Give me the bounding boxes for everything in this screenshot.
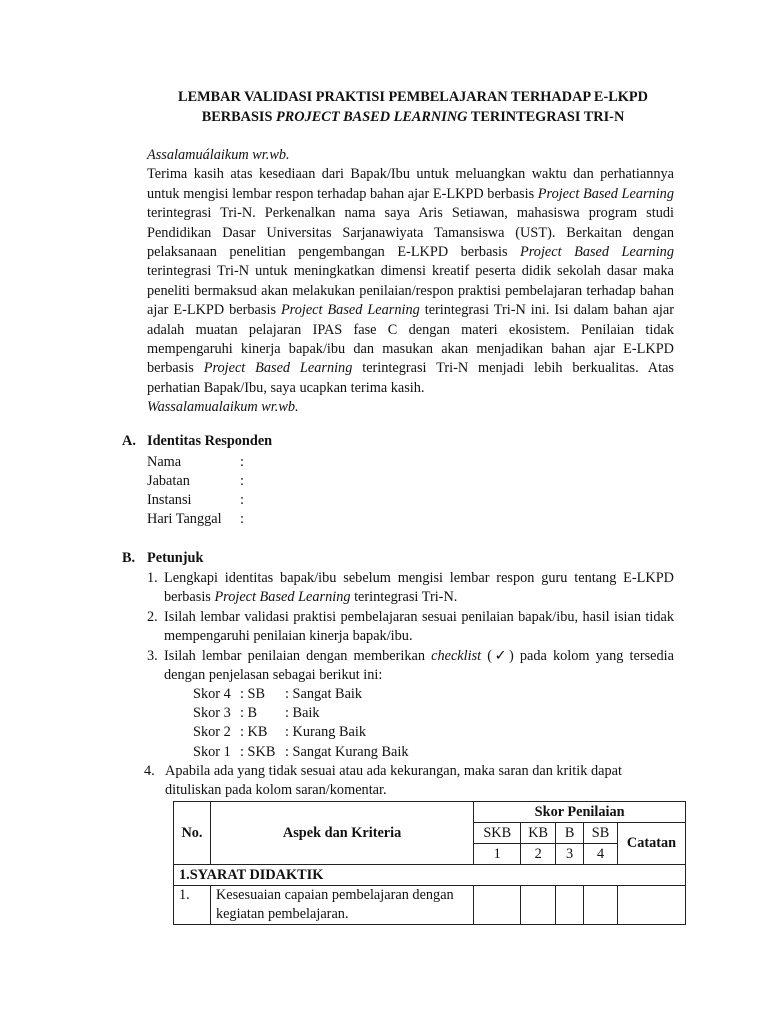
table-row xyxy=(174,886,686,925)
intro-text-5: terintegrasi Tri-N menjadi lebih berkualitas. Atas perhatian Bapak/Ibu, saya ucapkan terima kasih. xyxy=(147,360,674,396)
score-desc: : Sangat Kurang Baik xyxy=(285,744,409,760)
intro-paragraph xyxy=(147,146,674,418)
instruction-1-italic: Project Based Learning xyxy=(214,589,351,606)
section-b-title: Petunjuk xyxy=(147,550,204,566)
intro-text-2: terintegrasi Tri-N. Perkenalkan nama saya Aris Setiawan, mahasiswa program studi Pendidikan Dasar Universitas Sarjanawiyata Tamansiswa (UST). Berkaitan dengan pelaksanaan penelitian pengembangan E-LKPD berbasis xyxy=(147,205,674,261)
page-title xyxy=(130,88,696,127)
score-code: : SKB xyxy=(240,744,276,760)
instruction-1-num: 1. xyxy=(147,570,158,586)
instruction-3-text-a: Isilah lembar penilaian dengan memberikan xyxy=(164,647,432,664)
score-desc: : Kurang Baik xyxy=(285,724,366,740)
score-desc: : Sangat Baik xyxy=(285,686,363,702)
score-cell-kb[interactable] xyxy=(521,886,556,925)
section-a-title: Identitas Responden xyxy=(147,433,273,449)
instruction-4-num: 4. xyxy=(144,763,155,779)
title-italic: PROJECT BASED LEARNING xyxy=(276,108,468,125)
instruction-3-text-b: (✓) pada kolom yang tersedia dengan penjelasan sebagai berikut ini: xyxy=(164,647,674,684)
field-nama-colon: : xyxy=(240,454,244,470)
title-pre: BERBASIS xyxy=(201,108,277,125)
header-code-skb: SKB xyxy=(474,823,521,844)
score-code: : SB xyxy=(240,686,266,702)
catatan-cell[interactable] xyxy=(618,886,686,925)
field-tanggal-colon: : xyxy=(240,511,244,527)
header-catatan: Catatan xyxy=(618,823,686,865)
instruction-3-num: 3. xyxy=(147,647,158,664)
header-skor-penilaian: Skor Penilaian xyxy=(474,802,686,823)
header-num-4: 4 xyxy=(584,844,618,865)
title-line-2 xyxy=(130,108,696,128)
instruction-list xyxy=(147,569,674,685)
score-row-1 xyxy=(193,743,409,762)
instruction-3-italic: checklist xyxy=(431,647,482,664)
score-desc: : Baik xyxy=(285,705,320,721)
instruction-2 xyxy=(147,608,674,647)
title-post: TERINTEGRASI TRI-N xyxy=(467,108,625,125)
instruction-4 xyxy=(144,762,674,801)
header-code-sb: SB xyxy=(584,823,618,844)
header-no: No. xyxy=(174,802,211,865)
table-header-row-1 xyxy=(174,802,686,823)
row-1-no: 1. xyxy=(174,886,211,925)
score-row-2 xyxy=(193,723,366,742)
score-cell-sb[interactable] xyxy=(584,886,618,925)
score-cell-b[interactable] xyxy=(556,886,584,925)
instruction-4-text: Apabila ada yang tidak sesuai atau ada kekurangan, maka saran dan kritik dapat dituliskan pada kolom saran/komentar. xyxy=(165,763,622,799)
pbl-term-1: Project Based Learning xyxy=(537,185,674,202)
instruction-1 xyxy=(147,569,674,608)
pbl-term-4: Project Based Learning xyxy=(203,360,353,377)
instruction-2-num: 2. xyxy=(147,608,158,625)
score-label: Skor 2 xyxy=(193,724,231,740)
field-nama-label: Nama xyxy=(147,454,182,470)
pbl-term-3: Project Based Learning xyxy=(280,302,420,319)
title-line-1: LEMBAR VALIDASI PRAKTISI PEMBELAJARAN TERHADAP E-LKPD xyxy=(178,89,648,105)
intro-text-3: terintegrasi Tri-N untuk meningkatkan dimensi kreatif peserta didik sekolah dasar maka peneliti bermaksud akan melakukan penilaian/respon praktisi pembelajaran terhadap bahan ajar E-LKPD berbasis xyxy=(147,263,674,319)
score-code: : B xyxy=(240,705,258,721)
instruction-1-text-b: terintegrasi Tri-N. xyxy=(350,589,458,606)
header-num-1: 1 xyxy=(474,844,521,865)
field-instansi-colon: : xyxy=(240,492,244,508)
assessment-table xyxy=(173,801,686,925)
score-row-3 xyxy=(193,704,320,723)
score-label: Skor 4 xyxy=(193,686,231,702)
header-code-b: B xyxy=(556,823,584,844)
intro-text-1: Terima kasih atas kesediaan dari Bapak/Ibu untuk meluangkan waktu dan perhatiannya untuk mengisi lembar respon terhadap bahan ajar E-LKPD berbasis xyxy=(147,166,674,202)
score-label: Skor 1 xyxy=(193,744,231,760)
table-section-row xyxy=(174,865,686,886)
pbl-term-2: Project Based Learning xyxy=(520,244,674,261)
field-instansi-label: Instansi xyxy=(147,492,192,508)
field-jabatan-label: Jabatan xyxy=(147,473,190,489)
section-syarat-didaktik: 1.SYARAT DIDAKTIK xyxy=(174,865,686,886)
intro-text-4: terintegrasi Tri-N ini. Isi dalam bahan ajar adalah muatan pelajaran IPAS fase C dengan materi ekosistem. Penilaian tidak mempengaruhi kinerja bapak/ibu dan masukan akan menjadikan bahan ajar E-LKPD berbasis xyxy=(147,302,674,377)
greeting: Assalamuálaikum wr.wb. xyxy=(147,147,290,163)
score-label: Skor 3 xyxy=(193,705,231,721)
section-b-label: B. xyxy=(122,550,136,566)
row-1-text: Kesesuaian capaian pembelajaran dengan kegiatan pembelajaran. xyxy=(210,886,473,925)
closing: Wassalamualaikum wr.wb. xyxy=(147,399,299,416)
instruction-2-text: Isilah lembar validasi praktisi pembelajaran sesuai penilaian bapak/ibu, hasil isian tidak mempengaruhi penilaian kinerja bapak/ibu. xyxy=(164,608,674,645)
header-aspek: Aspek dan Kriteria xyxy=(210,802,473,865)
header-code-kb: KB xyxy=(521,823,556,844)
field-jabatan-colon: : xyxy=(240,473,244,489)
score-code: : KB xyxy=(240,724,268,740)
header-num-2: 2 xyxy=(521,844,556,865)
instruction-1-text-a: Lengkapi identitas bapak/ibu sebelum mengisi lembar respon guru tentang E-LKPD berbasis xyxy=(164,570,674,606)
score-row-4 xyxy=(193,685,362,704)
header-num-3: 3 xyxy=(556,844,584,865)
score-cell-skb[interactable] xyxy=(474,886,521,925)
intro-body xyxy=(147,165,674,398)
field-tanggal-label: Hari Tanggal xyxy=(147,511,222,527)
instruction-3 xyxy=(147,647,674,686)
section-a-label: A. xyxy=(122,433,136,449)
